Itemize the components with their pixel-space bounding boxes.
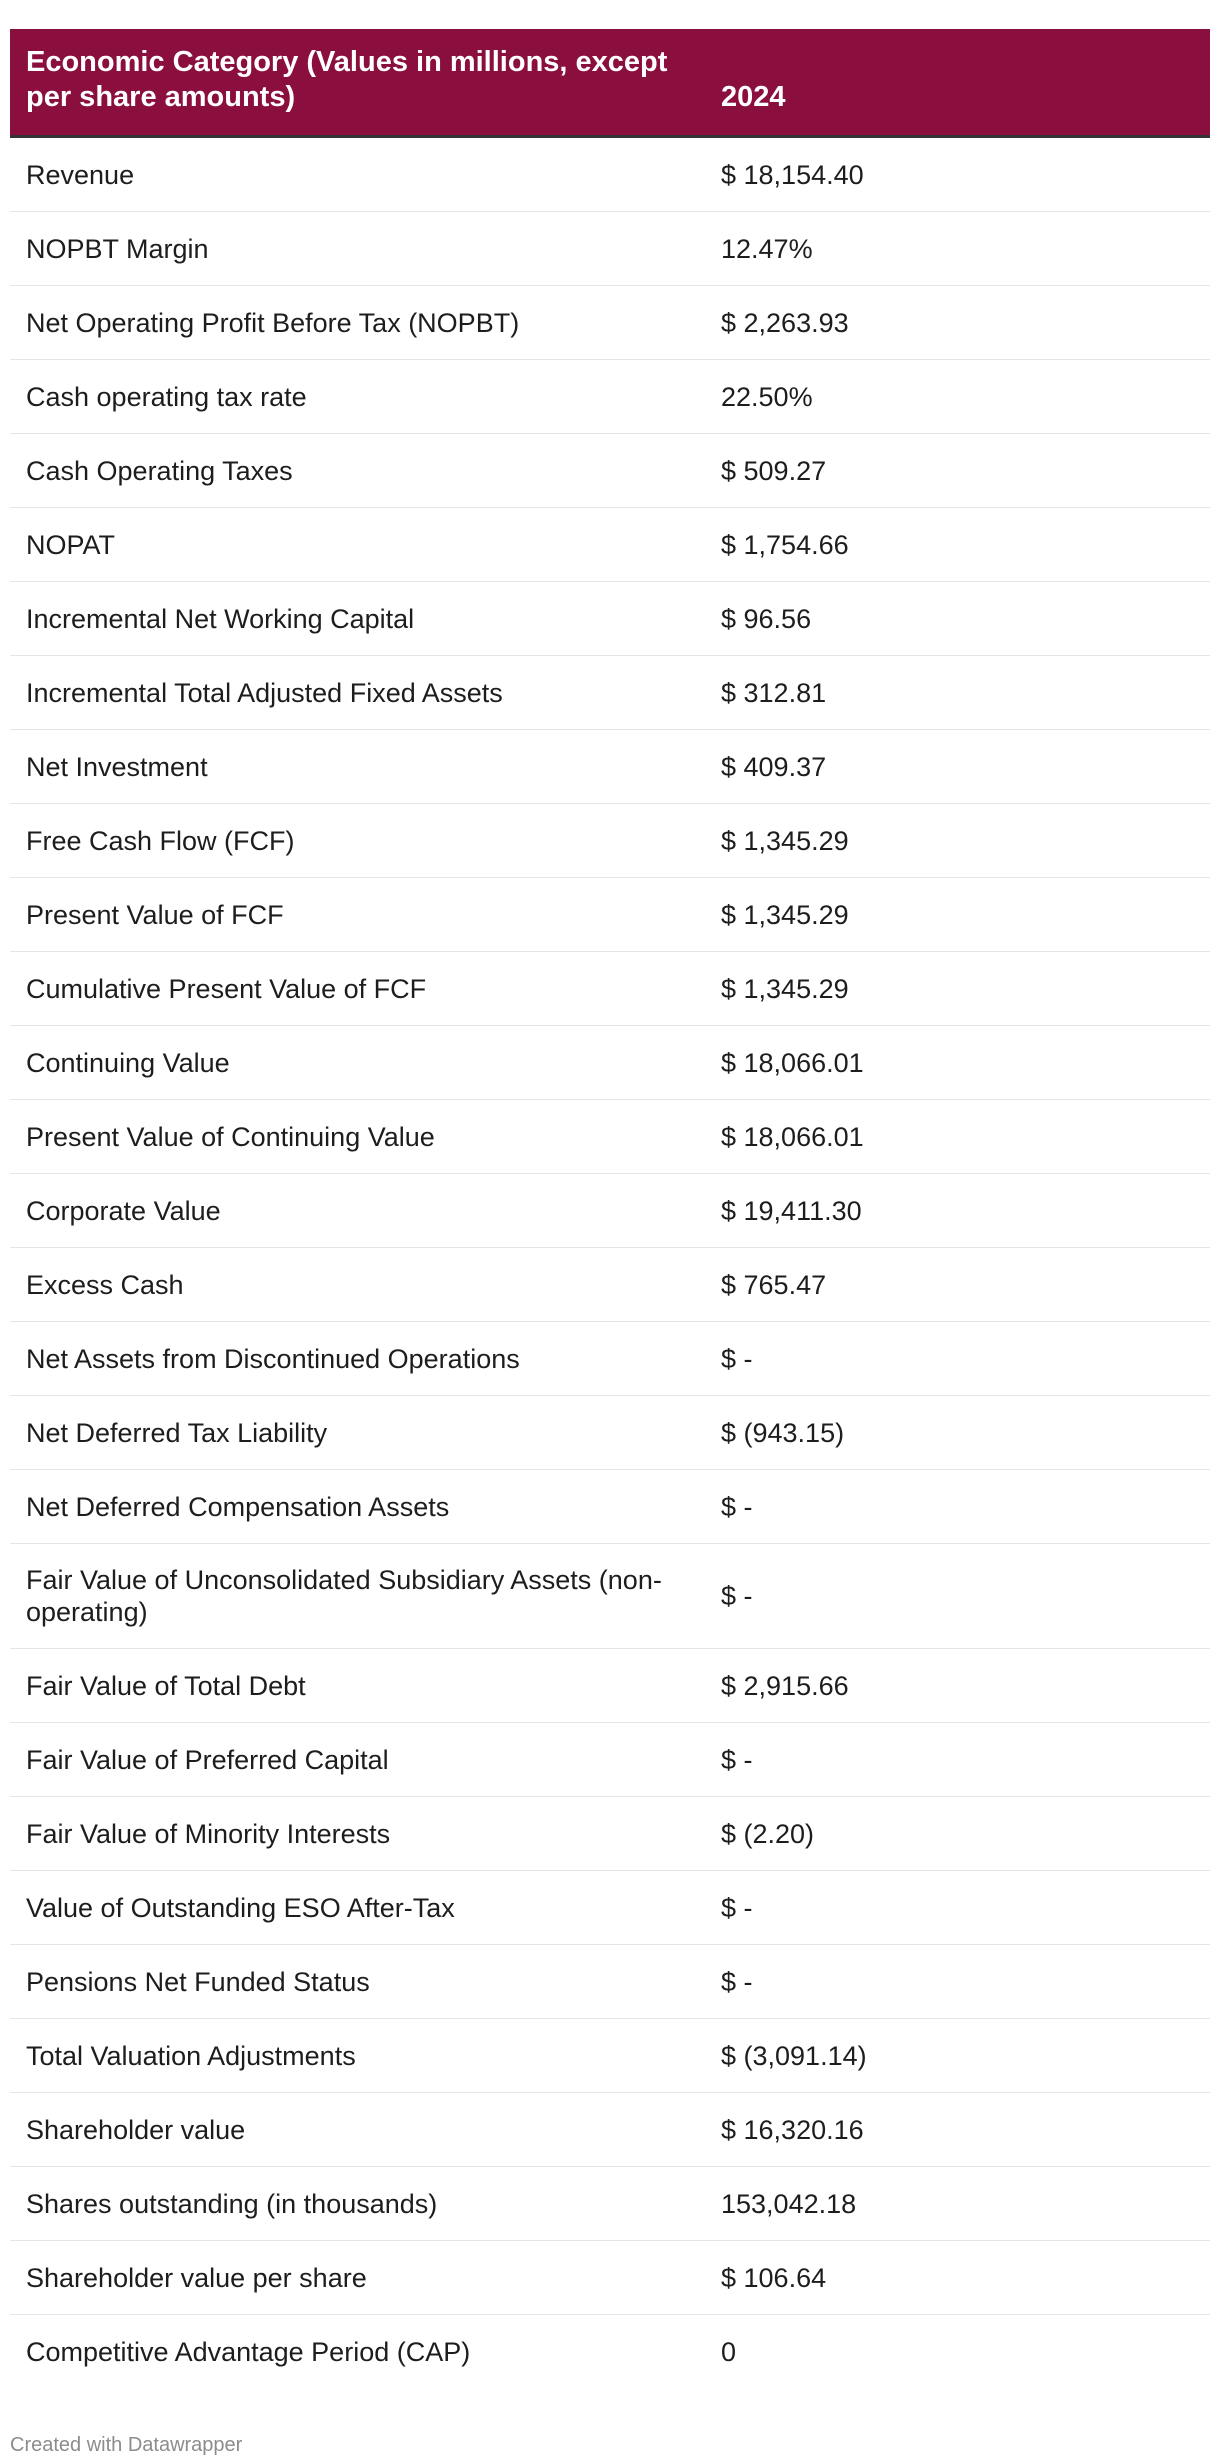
table-row	[10, 1723, 1210, 1797]
valuation-table	[10, 29, 1210, 2388]
table-header	[10, 29, 1210, 137]
table-row	[10, 804, 1210, 878]
row-value: $ 409.37	[705, 730, 1210, 804]
row-category: Total Valuation Adjustments	[10, 2019, 705, 2093]
row-value: $ -	[705, 1544, 1210, 1649]
header-year: 2024	[705, 29, 1210, 137]
row-category: Shares outstanding (in thousands)	[10, 2167, 705, 2241]
row-value: $ 1,754.66	[705, 508, 1210, 582]
table-row	[10, 730, 1210, 804]
row-value: $ 106.64	[705, 2241, 1210, 2315]
table-row	[10, 2241, 1210, 2315]
table-row	[10, 1248, 1210, 1322]
row-value: $ (3,091.14)	[705, 2019, 1210, 2093]
row-category: Fair Value of Minority Interests	[10, 1797, 705, 1871]
row-category: Corporate Value	[10, 1174, 705, 1248]
row-value: $ -	[705, 1945, 1210, 2019]
table-row	[10, 2167, 1210, 2241]
table-row	[10, 1470, 1210, 1544]
table-row	[10, 212, 1210, 286]
table-row	[10, 1649, 1210, 1723]
row-value: $ 16,320.16	[705, 2093, 1210, 2167]
table-row	[10, 878, 1210, 952]
row-value: 12.47%	[705, 212, 1210, 286]
row-category: Shareholder value	[10, 2093, 705, 2167]
row-category: Present Value of Continuing Value	[10, 1100, 705, 1174]
table-row	[10, 1871, 1210, 1945]
table-row	[10, 360, 1210, 434]
row-value: $ 2,263.93	[705, 286, 1210, 360]
row-category: Net Assets from Discontinued Operations	[10, 1322, 705, 1396]
table-row	[10, 434, 1210, 508]
row-value: $ 96.56	[705, 582, 1210, 656]
table-row	[10, 2093, 1210, 2167]
row-category: Cash operating tax rate	[10, 360, 705, 434]
table-row	[10, 1396, 1210, 1470]
row-value: $ -	[705, 1723, 1210, 1797]
table-row	[10, 2019, 1210, 2093]
row-value: $ -	[705, 1322, 1210, 1396]
row-category: Net Operating Profit Before Tax (NOPBT)	[10, 286, 705, 360]
table-body	[10, 137, 1210, 2389]
row-value: 153,042.18	[705, 2167, 1210, 2241]
table-row	[10, 1945, 1210, 2019]
datawrapper-credit: Created with Datawrapper	[10, 2434, 243, 2456]
row-category: NOPAT	[10, 508, 705, 582]
row-category: Competitive Advantage Period (CAP)	[26, 2336, 471, 2367]
row-value: $ 509.27	[705, 434, 1210, 508]
row-category: Fair Value of Total Debt	[10, 1649, 705, 1723]
row-value: $ 2,915.66	[705, 1649, 1210, 1723]
row-value: $ -	[705, 1871, 1210, 1945]
row-value: $ 1,345.29	[705, 804, 1210, 878]
row-category: Net Deferred Tax Liability	[10, 1396, 705, 1470]
row-value: $ 1,345.29	[705, 952, 1210, 1026]
row-category: Free Cash Flow (FCF)	[10, 804, 705, 878]
table-row	[10, 1174, 1210, 1248]
table-row	[10, 508, 1210, 582]
table-row	[10, 286, 1210, 360]
row-category: Pensions Net Funded Status	[10, 1945, 705, 2019]
table-row	[10, 1797, 1210, 1871]
row-value: $ 1,345.29	[705, 878, 1210, 952]
row-value: $ 19,411.30	[705, 1174, 1210, 1248]
valuation-table-container	[10, 29, 1210, 2388]
row-category: Excess Cash	[10, 1248, 705, 1322]
table-row	[10, 137, 1210, 212]
row-value: 0	[721, 2336, 737, 2367]
row-value: $ -	[705, 1470, 1210, 1544]
table-row	[10, 1100, 1210, 1174]
table-row	[10, 1544, 1210, 1649]
row-value: $ (943.15)	[705, 1396, 1210, 1470]
table-header-row	[10, 29, 1210, 137]
row-value: $ 18,154.40	[705, 137, 1210, 212]
row-value: $ 765.47	[705, 1248, 1210, 1322]
row-value: 22.50%	[705, 360, 1210, 434]
row-category: Cash Operating Taxes	[10, 434, 705, 508]
row-category: Cumulative Present Value of FCF	[10, 952, 705, 1026]
header-economic-category: Economic Category (Values in millions, except per share amounts)	[10, 29, 705, 137]
row-value: $ 18,066.01	[705, 1026, 1210, 1100]
table-row	[10, 1322, 1210, 1396]
table-row	[10, 952, 1210, 1026]
row-category: Net Investment	[10, 730, 705, 804]
row-value: $ 18,066.01	[705, 1100, 1210, 1174]
table-row	[10, 1026, 1210, 1100]
row-category: Fair Value of Preferred Capital	[10, 1723, 705, 1797]
row-category: Incremental Total Adjusted Fixed Assets	[10, 656, 705, 730]
row-value: $ 312.81	[705, 656, 1210, 730]
row-category: Fair Value of Unconsolidated Subsidiary Assets (non-operating)	[10, 1544, 705, 1649]
table-row	[10, 656, 1210, 730]
row-category: Continuing Value	[10, 1026, 705, 1100]
row-category: Shareholder value per share	[10, 2241, 705, 2315]
table-row	[10, 2315, 1210, 2389]
row-category: NOPBT Margin	[10, 212, 705, 286]
row-category: Present Value of FCF	[10, 878, 705, 952]
table-row	[10, 582, 1210, 656]
row-category: Net Deferred Compensation Assets	[10, 1470, 705, 1544]
row-category: Revenue	[10, 137, 705, 212]
row-category: Value of Outstanding ESO After-Tax	[10, 1871, 705, 1945]
row-category: Incremental Net Working Capital	[10, 582, 705, 656]
row-value: $ (2.20)	[705, 1797, 1210, 1871]
